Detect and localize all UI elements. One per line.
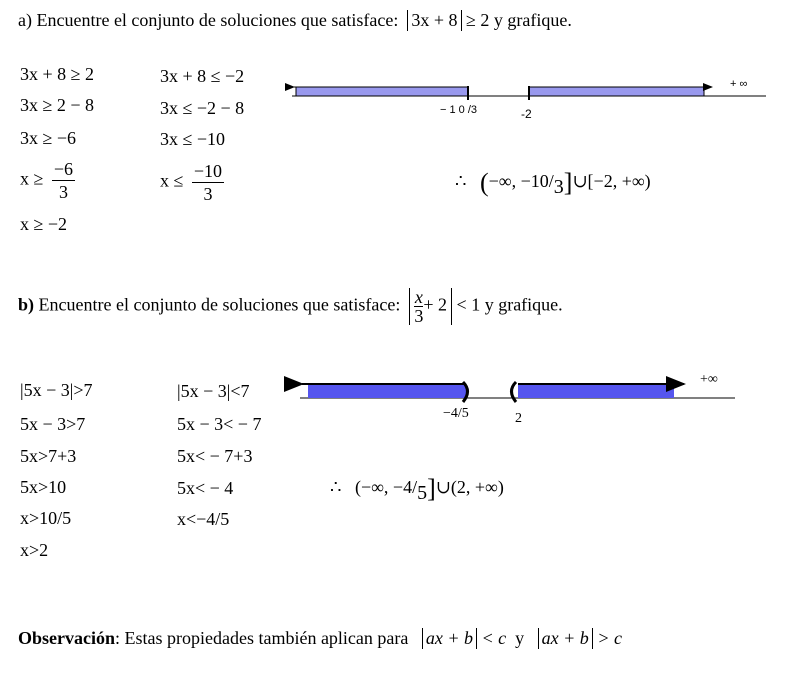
part-a-left-step-2: 3x ≥ 2 − 8 xyxy=(20,95,95,115)
part-a-left-step-3: 3x ≥ −6 xyxy=(20,128,77,148)
part-a-left-final: x ≥ −2 xyxy=(20,214,68,234)
observation-text: : Estas propiedades también aplican para xyxy=(115,628,409,648)
part-a-open-paren: ( xyxy=(479,168,489,197)
part-b-left-step-1: |5x − 3|>7 xyxy=(20,380,93,400)
part-b-prompt xyxy=(18,288,563,325)
observation-joiner: y xyxy=(515,628,525,648)
part-a-solution-right: [−2, +∞) xyxy=(587,171,651,192)
part-b-therefore-icon: ∴ xyxy=(330,477,342,498)
part-b-right-paren xyxy=(512,382,517,402)
part-b-solution: ∴ (−∞, −4/5]∪(2, +∞) xyxy=(330,474,504,505)
observation-rel-1: < c xyxy=(481,628,507,648)
part-b-frac-den: 3 xyxy=(414,306,424,326)
part-a-suffix: y grafique. xyxy=(493,10,572,30)
part-a-right-ray-fill xyxy=(529,87,704,96)
observation-label: Observación xyxy=(18,628,115,648)
part-a-right-frac-den: 3 xyxy=(203,184,213,204)
part-b-suffix: y grafique. xyxy=(484,294,563,315)
part-b-left-step-6: x>2 xyxy=(20,540,49,560)
part-a-solution-den: 3 xyxy=(553,176,564,199)
part-a-left-step-1: 3x + 8 ≥ 2 xyxy=(20,64,95,84)
part-a-label-inf: + ∞ xyxy=(730,78,748,90)
part-b-prompt-text: Encuentre el conjunto de soluciones que satisface: xyxy=(38,294,401,315)
part-a-left-frac-num: −6 xyxy=(53,159,74,179)
observation-rel-2: > c xyxy=(597,628,622,648)
part-b-left-step-5: x>10/5 xyxy=(20,508,72,528)
part-a-right-frac-num: −10 xyxy=(193,161,223,181)
part-b-label-left: −4/5 xyxy=(443,406,469,421)
observation-expr-1: ax + b xyxy=(422,628,477,649)
part-b-right-step-4: 5x< − 4 xyxy=(177,478,234,498)
part-b-solution-right: (2, +∞) xyxy=(450,477,504,498)
part-b-solution-left: (−∞, −4 xyxy=(354,477,413,498)
part-b-union-icon: ∪ xyxy=(435,477,451,498)
part-a-label-left: − 1 0 /3 xyxy=(440,104,478,116)
part-a-solution-left: −∞, −10 xyxy=(488,171,549,192)
part-b-close-bracket: ] xyxy=(427,474,436,503)
part-b-left-step-2: 5x − 3>7 xyxy=(20,414,86,434)
part-b-solution-den: 5 xyxy=(417,482,428,505)
part-b-plus-two: + 2 xyxy=(423,294,448,315)
part-a-abs-expression: 3x + 8 xyxy=(407,10,461,31)
part-a-right-frac-prefix: x ≤ xyxy=(160,170,184,191)
part-a-relation: ≥ 2 xyxy=(466,10,490,30)
part-a-left-frac-den: 3 xyxy=(58,182,68,202)
part-b-prompt-label: b) xyxy=(18,294,35,315)
part-b-right-ray-fill xyxy=(518,384,674,398)
observation-expr-2: ax + b xyxy=(538,628,593,649)
observation xyxy=(18,628,622,649)
part-a-label-right: -2 xyxy=(521,107,532,121)
part-b-right-step-1: |5x − 3|<7 xyxy=(177,381,250,401)
part-a-prompt-text: a) Encuentre el conjunto de soluciones que satisface: xyxy=(18,10,399,30)
part-b-left-step-3: 5x>7+3 xyxy=(20,446,77,466)
part-b-left-ray-fill xyxy=(308,384,466,398)
part-a-right-step-1: 3x + 8 ≤ −2 xyxy=(160,66,245,86)
part-a-left-frac-prefix: x ≥ xyxy=(20,168,44,189)
part-b-right-step-2: 5x − 3< − 7 xyxy=(177,414,262,434)
part-b-frac-num: x xyxy=(414,287,423,307)
part-a-union-icon: ∪ xyxy=(572,171,588,192)
part-b-relation: < 1 xyxy=(456,294,481,315)
part-b-label-inf: +∞ xyxy=(700,372,718,387)
part-a-right-step-2: 3x ≤ −2 − 8 xyxy=(160,98,245,118)
part-a-right-step-3: 3x ≤ −10 xyxy=(160,129,226,149)
part-a-close-bracket: ] xyxy=(563,168,573,197)
part-a-therefore-icon: ∴ xyxy=(455,171,467,192)
part-b-left-step-4: 5x>10 xyxy=(20,477,67,497)
part-b-label-right: 2 xyxy=(515,411,522,426)
part-b-right-step-5: x<−4/5 xyxy=(177,509,230,529)
part-b-abs-expression xyxy=(409,288,452,325)
part-a-solution: ∴ (−∞, −10/3]∪[−2, +∞) xyxy=(455,168,651,199)
part-a-left-ray-fill xyxy=(296,87,468,96)
part-b-right-step-3: 5x< − 7+3 xyxy=(177,446,253,466)
